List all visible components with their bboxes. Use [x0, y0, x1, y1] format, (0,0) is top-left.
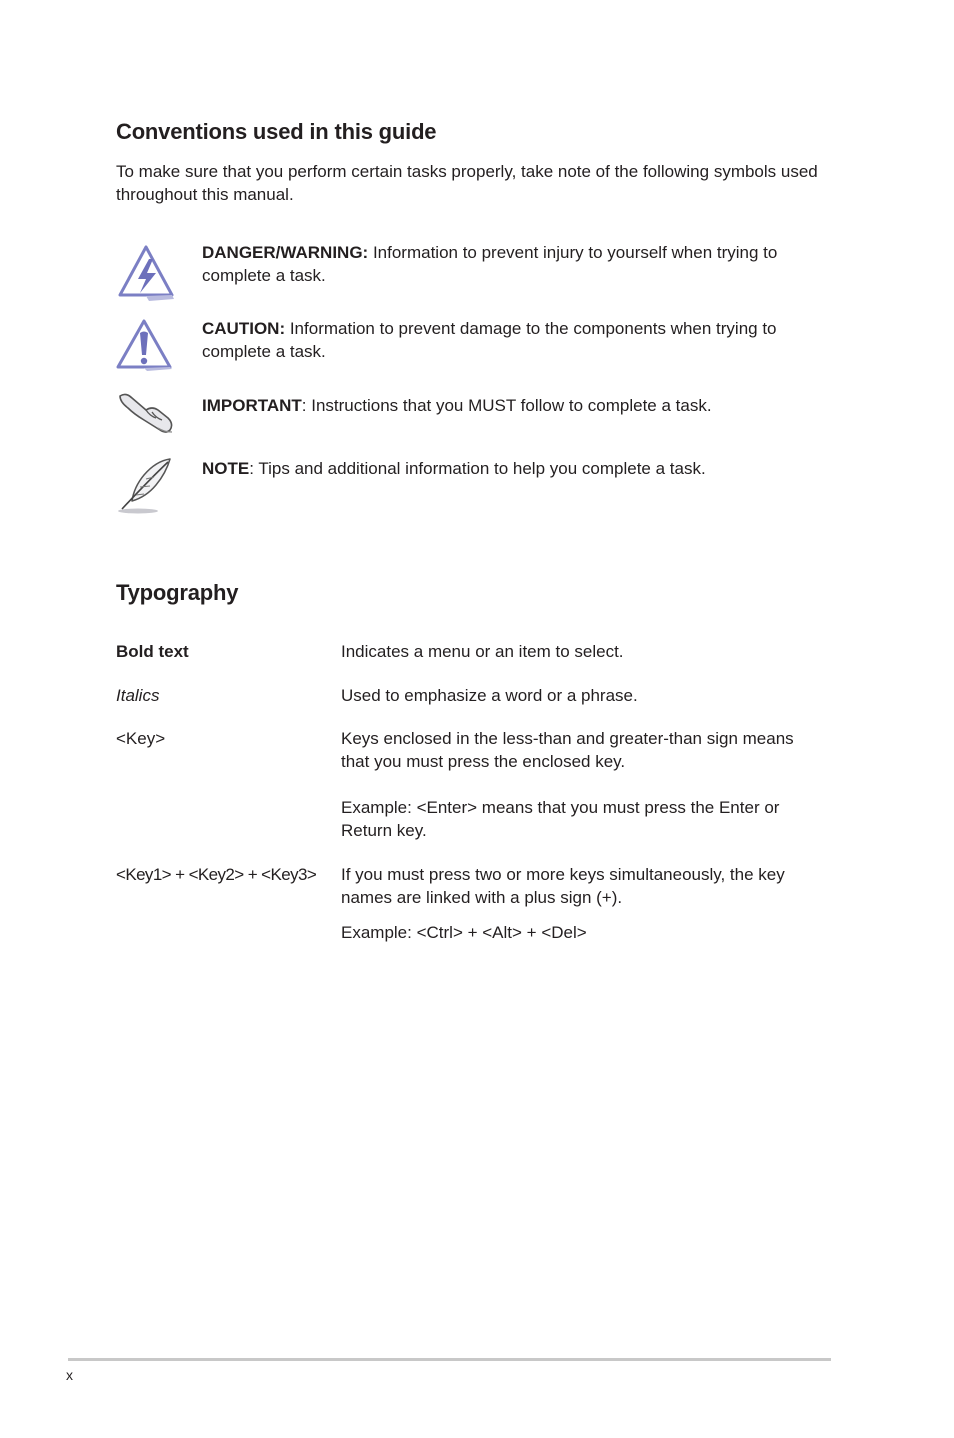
- typography-desc: Indicates a menu or an item to select.: [341, 642, 624, 661]
- typography-heading: Typography: [116, 580, 239, 605]
- typography-desc: If you must press two or more keys simultaneously, the key names are linked with a plus sign (+).: [341, 865, 785, 907]
- conventions-heading: Conventions used in this guide: [116, 119, 437, 144]
- typography-term: <Key>: [116, 729, 166, 748]
- note-feather-icon: [116, 457, 176, 521]
- typography-term: <Key1> + <Key2> + <Key3>: [116, 865, 317, 884]
- typography-term: Italics: [116, 686, 160, 705]
- conventions-intro: To make sure that you perform certain tasks properly, take note of the following symbols used throughout this manual.: [116, 162, 818, 204]
- footer-rule: [68, 1358, 831, 1361]
- notice-label: CAUTION:: [202, 319, 286, 338]
- notice-note-text: [202, 457, 822, 480]
- notice-label: NOTE: [202, 459, 250, 478]
- typography-desc: Keys enclosed in the less-than and greater-than sign means that you must press the enclosed key.: [341, 729, 794, 771]
- notice-important-text: [202, 394, 822, 417]
- notice-label: IMPORTANT: [202, 396, 302, 415]
- notice-body: : Instructions that you MUST follow to complete a task.: [301, 396, 712, 415]
- notice-note: [116, 457, 836, 527]
- page-number: x: [66, 1367, 73, 1383]
- typography-term: Bold text: [116, 642, 189, 661]
- notice-body: Information to prevent damage to the components when trying to complete a task.: [202, 319, 777, 361]
- notice-caution-text: [202, 317, 822, 363]
- notice-danger-warning: [116, 241, 836, 311]
- typography-desc: Used to emphasize a word or a phrase.: [341, 686, 638, 705]
- caution-icon: [116, 317, 176, 381]
- notice-danger-warning-text: [202, 241, 822, 287]
- notice-label: DANGER/WARNING:: [202, 243, 369, 262]
- typography-desc: Example: <Enter> means that you must press the Enter or Return key.: [341, 798, 780, 840]
- important-hand-icon: [116, 388, 176, 452]
- typography-desc: Example: <Ctrl> + <Alt> + <Del>: [341, 923, 587, 942]
- notice-important: [116, 394, 836, 464]
- notice-body: Information to prevent injury to yourself when trying to complete a task.: [202, 243, 778, 285]
- notice-caution: [116, 317, 836, 387]
- danger-warning-icon: [116, 241, 176, 305]
- notice-body: : Tips and additional information to help you complete a task.: [249, 459, 706, 478]
